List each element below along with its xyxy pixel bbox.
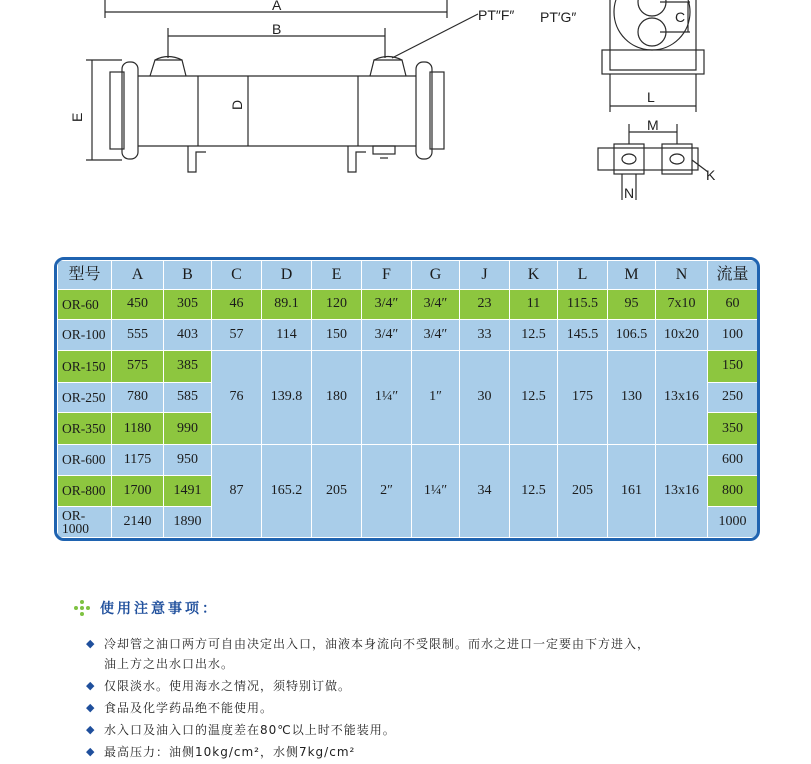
- note-text: 水入口及油入口的温度差在80℃以上时不能装用。: [104, 723, 396, 737]
- table-cell: 1000: [708, 507, 758, 538]
- table-cell: 95: [608, 289, 656, 320]
- port-g-label: PT′G″: [540, 9, 577, 25]
- diamond-bullet-icon: ◆: [86, 679, 96, 692]
- table-cell: 180: [312, 350, 362, 444]
- table-cell: 34: [460, 444, 510, 537]
- table-cell: 1″: [412, 350, 460, 444]
- table-cell: 130: [608, 350, 656, 444]
- table-cell: 450: [112, 289, 164, 320]
- table-cell: 145.5: [558, 320, 608, 351]
- table-cell: 150: [708, 350, 758, 382]
- table-cell: 250: [708, 382, 758, 413]
- table-cell: 23: [460, 289, 510, 320]
- table-cell: 990: [164, 413, 212, 445]
- model-cell: OR-800: [58, 475, 112, 507]
- table-cell: 100: [708, 320, 758, 351]
- table-cell: 575: [112, 350, 164, 382]
- usage-notes: [82, 598, 772, 764]
- dim-c-label: C: [675, 9, 686, 25]
- list-item: [82, 742, 772, 762]
- model-cell: OR-600: [58, 444, 112, 475]
- table-cell: 1180: [112, 413, 164, 445]
- diamond-bullet-icon: ◆: [86, 723, 96, 736]
- header-cell: L: [558, 261, 608, 290]
- table-cell: 87: [212, 444, 262, 537]
- table-cell: 57: [212, 320, 262, 351]
- table-cell: 76: [212, 350, 262, 444]
- table-cell: 165.2: [262, 444, 312, 537]
- diamond-bullet-icon: ◆: [86, 637, 96, 650]
- table-cell: 1175: [112, 444, 164, 475]
- list-item: [82, 698, 772, 718]
- dim-k-label: K: [706, 167, 716, 183]
- header-cell: J: [460, 261, 510, 290]
- notes-heading: [74, 598, 772, 618]
- header-cell: C: [212, 261, 262, 290]
- table-cell: 205: [558, 444, 608, 537]
- model-cell: OR-1000: [58, 507, 112, 538]
- table-cell: 60: [708, 289, 758, 320]
- table-row: [58, 289, 758, 320]
- spec-table: [54, 257, 760, 541]
- table-cell: 1700: [112, 475, 164, 507]
- header-cell: 型号: [58, 261, 112, 290]
- table-cell: 2″: [362, 444, 412, 537]
- table-cell: 1¼″: [412, 444, 460, 537]
- table-cell: 7x10: [656, 289, 708, 320]
- table-cell: 46: [212, 289, 262, 320]
- table-row: [58, 350, 758, 382]
- dots-icon: [74, 600, 90, 616]
- table-cell: 3/4″: [362, 320, 412, 351]
- table-cell: 950: [164, 444, 212, 475]
- table-cell: 585: [164, 382, 212, 413]
- table-cell: 120: [312, 289, 362, 320]
- table-cell: 600: [708, 444, 758, 475]
- dim-e-label: E: [69, 112, 85, 122]
- notes-title: 使用注意事项：: [100, 601, 219, 617]
- table-row: [58, 444, 758, 475]
- header-cell: M: [608, 261, 656, 290]
- table-cell: 139.8: [262, 350, 312, 444]
- list-item: [82, 634, 772, 674]
- port-f-label: PT″F″: [478, 7, 515, 23]
- table-cell: 3/4″: [362, 289, 412, 320]
- dim-a-label: A: [272, 0, 282, 13]
- dim-l-label: L: [647, 89, 655, 105]
- model-cell: OR-100: [58, 320, 112, 351]
- model-cell: OR-60: [58, 289, 112, 320]
- header-cell: E: [312, 261, 362, 290]
- table-header-row: [58, 261, 758, 290]
- notes-list: [82, 634, 772, 762]
- note-text: 最高压力：油侧10kg/cm²，水侧7kg/cm²: [104, 745, 356, 759]
- table-cell: 161: [608, 444, 656, 537]
- note-text: 油上方之出水口出水。: [104, 657, 235, 671]
- dim-d-label: D: [229, 99, 245, 110]
- table-cell: 350: [708, 413, 758, 445]
- note-text: 冷却管之油口两方可自由决定出入口，油液本身流向不受限制。而水之进口一定要由下方进入，: [104, 637, 651, 651]
- table-cell: 403: [164, 320, 212, 351]
- table-cell: 205: [312, 444, 362, 537]
- table-cell: 1¼″: [362, 350, 412, 444]
- table-cell: 115.5: [558, 289, 608, 320]
- header-cell: N: [656, 261, 708, 290]
- header-cell: D: [262, 261, 312, 290]
- table-cell: 385: [164, 350, 212, 382]
- table-cell: 1491: [164, 475, 212, 507]
- header-cell: B: [164, 261, 212, 290]
- diamond-bullet-icon: ◆: [86, 745, 96, 758]
- table-cell: 13x16: [656, 350, 708, 444]
- table-cell: 89.1: [262, 289, 312, 320]
- list-item: [82, 676, 772, 696]
- header-cell: K: [510, 261, 558, 290]
- table-cell: 780: [112, 382, 164, 413]
- table-cell: 1890: [164, 507, 212, 538]
- technical-drawing: [0, 0, 811, 250]
- header-cell: G: [412, 261, 460, 290]
- table-cell: 3/4″: [412, 320, 460, 351]
- table-row: [58, 320, 758, 351]
- table-cell: 12.5: [510, 444, 558, 537]
- list-item: [82, 720, 772, 740]
- table-cell: 3/4″: [412, 289, 460, 320]
- table-cell: 305: [164, 289, 212, 320]
- header-cell: A: [112, 261, 164, 290]
- table-cell: 800: [708, 475, 758, 507]
- note-text: 食品及化学药品绝不能使用。: [104, 701, 274, 715]
- model-cell: OR-250: [58, 382, 112, 413]
- table-cell: 33: [460, 320, 510, 351]
- model-cell: OR-150: [58, 350, 112, 382]
- header-cell: 流量: [708, 261, 758, 290]
- header-cell: F: [362, 261, 412, 290]
- dim-m-label: M: [647, 117, 659, 133]
- table-cell: 13x16: [656, 444, 708, 537]
- note-text: 仅限淡水。使用海水之情况，须特别订做。: [104, 679, 352, 693]
- model-cell: OR-350: [58, 413, 112, 445]
- table-cell: 175: [558, 350, 608, 444]
- table-cell: 2140: [112, 507, 164, 538]
- table-cell: 10x20: [656, 320, 708, 351]
- table-cell: 114: [262, 320, 312, 351]
- dim-n-label: N: [624, 185, 635, 201]
- table-cell: 30: [460, 350, 510, 444]
- table-cell: 150: [312, 320, 362, 351]
- table-cell: 12.5: [510, 320, 558, 351]
- table-cell: 555: [112, 320, 164, 351]
- table-cell: 11: [510, 289, 558, 320]
- table-cell: 106.5: [608, 320, 656, 351]
- diamond-bullet-icon: ◆: [86, 701, 96, 714]
- table-cell: 12.5: [510, 350, 558, 444]
- dim-b-label: B: [272, 21, 282, 37]
